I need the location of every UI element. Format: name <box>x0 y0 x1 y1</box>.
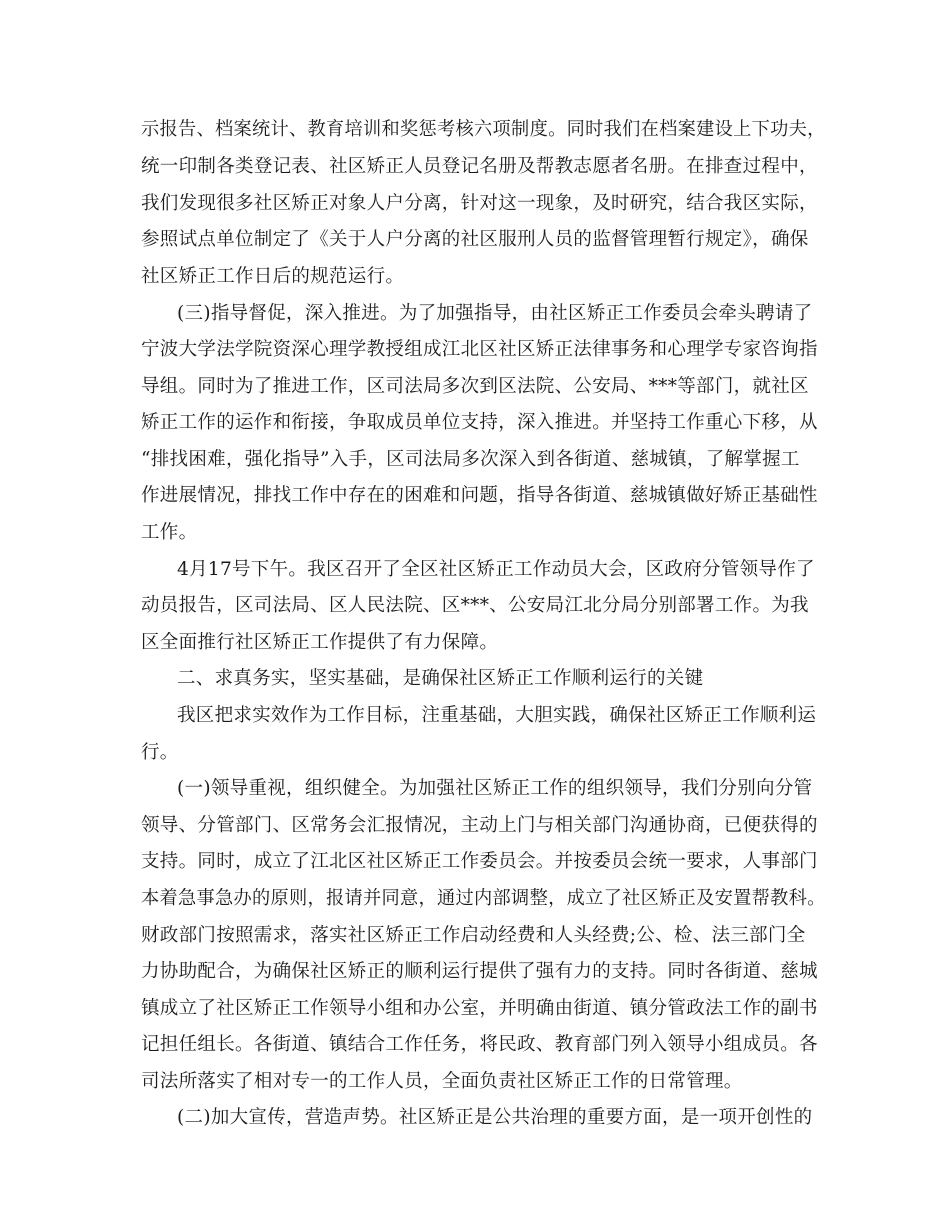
text-line: 司法所落实了相对专一的工作人员，全面负责社区矫正工作的日常管理。 <box>141 1071 743 1092</box>
text-line: 领导、分管部门、区常务会汇报情况，主动上门与相关部门沟通协商，已便获得的 <box>141 815 818 836</box>
text-line: 行。 <box>141 742 179 763</box>
paragraph-start-line: (三)指导督促，深入推进。为了加强指导，由社区矫正工作委员会牵头聘请了 <box>177 303 813 324</box>
text-line: 我们发现很多社区矫正对象人户分离，针对这一现象，及时研究，结合我区实际， <box>141 193 818 214</box>
section-heading: 二、求真务实，坚实基础，是确保社区矫正工作顺利运行的关键 <box>177 668 704 689</box>
paragraph-start-line: 我区把求实效作为工作目标，注重基础，大胆实践，确保社区矫正工作顺利运 <box>177 705 817 726</box>
text-line: 镇成立了社区矫正工作领导小组和办公室，并明确由街道、镇分管政法工作的副书 <box>141 998 818 1019</box>
text-line: 矫正工作的运作和衔接，争取成员单位支持，深入推进。并坚持工作重心下移，从 <box>141 412 818 433</box>
text-line: 作进展情况，排找工作中存在的困难和问题，指导各街道、慈城镇做好矫正基础性 <box>141 485 818 506</box>
text-line: “排找困难，强化指导”入手，区司法局多次深入到各街道、慈城镇，了解掌握工 <box>141 449 800 470</box>
text-line: 工作。 <box>141 522 198 543</box>
text-line: 本着急事急办的原则，报请并同意，通过内部调整，成立了社区矫正及安置帮教科。 <box>141 888 826 909</box>
text-line: 宁波大学法学院资深心理学教授组成江北区社区矫正法律事务和心理学专家咨询指 <box>141 339 818 360</box>
text-line: 区全面推行社区矫正工作提供了有力保障。 <box>141 632 499 653</box>
text-line: 统一印制各类登记表、社区矫正人员登记名册及帮教志愿者名册。在排查过程中， <box>141 156 818 177</box>
paragraph-start-line: (二)加大宣传，营造声势。社区矫正是公共治理的重要方面，是一项开创性的 <box>177 1107 813 1128</box>
text-line: 动员报告，区司法局、区人民法院、区***、公安局江北分局分别部署工作。为我 <box>141 595 809 616</box>
text-line: 参照试点单位制定了《关于人户分离的社区服刑人员的监督管理暂行规定》，确保 <box>141 229 809 250</box>
paragraph-start-line: (一)领导重视，组织健全。为加强社区矫正工作的组织领导，我们分别向分管 <box>177 778 813 799</box>
text-line: 示报告、档案统计、教育培训和奖惩考核六项制度。同时我们在档案建设上下功夫， <box>141 119 826 140</box>
text-line: 导组。同时为了推进工作，区司法局多次到区法院、公安局、***等部门，就社区 <box>141 376 809 397</box>
paragraph-start-line: 4月17号下午。我区召开了全区社区矫正工作动员大会，区政府分管领导作了 <box>177 559 815 580</box>
text-line: 记担任组长。各街道、镇结合工作任务，将民政、教育部门列入领导小组成员。各 <box>141 1034 818 1055</box>
text-line: 社区矫正工作日后的规范运行。 <box>141 266 405 287</box>
text-line: 支持。同时，成立了江北区社区矫正工作委员会。并按委员会统一要求，人事部门 <box>141 851 818 872</box>
text-line: 力协助配合，为确保社区矫正的顺利运行提供了强有力的支持。同时各街道、慈城 <box>141 961 818 982</box>
text-line: 财政部门按照需求，落实社区矫正工作启动经费和人头经费;公、检、法三部门全 <box>141 925 806 946</box>
